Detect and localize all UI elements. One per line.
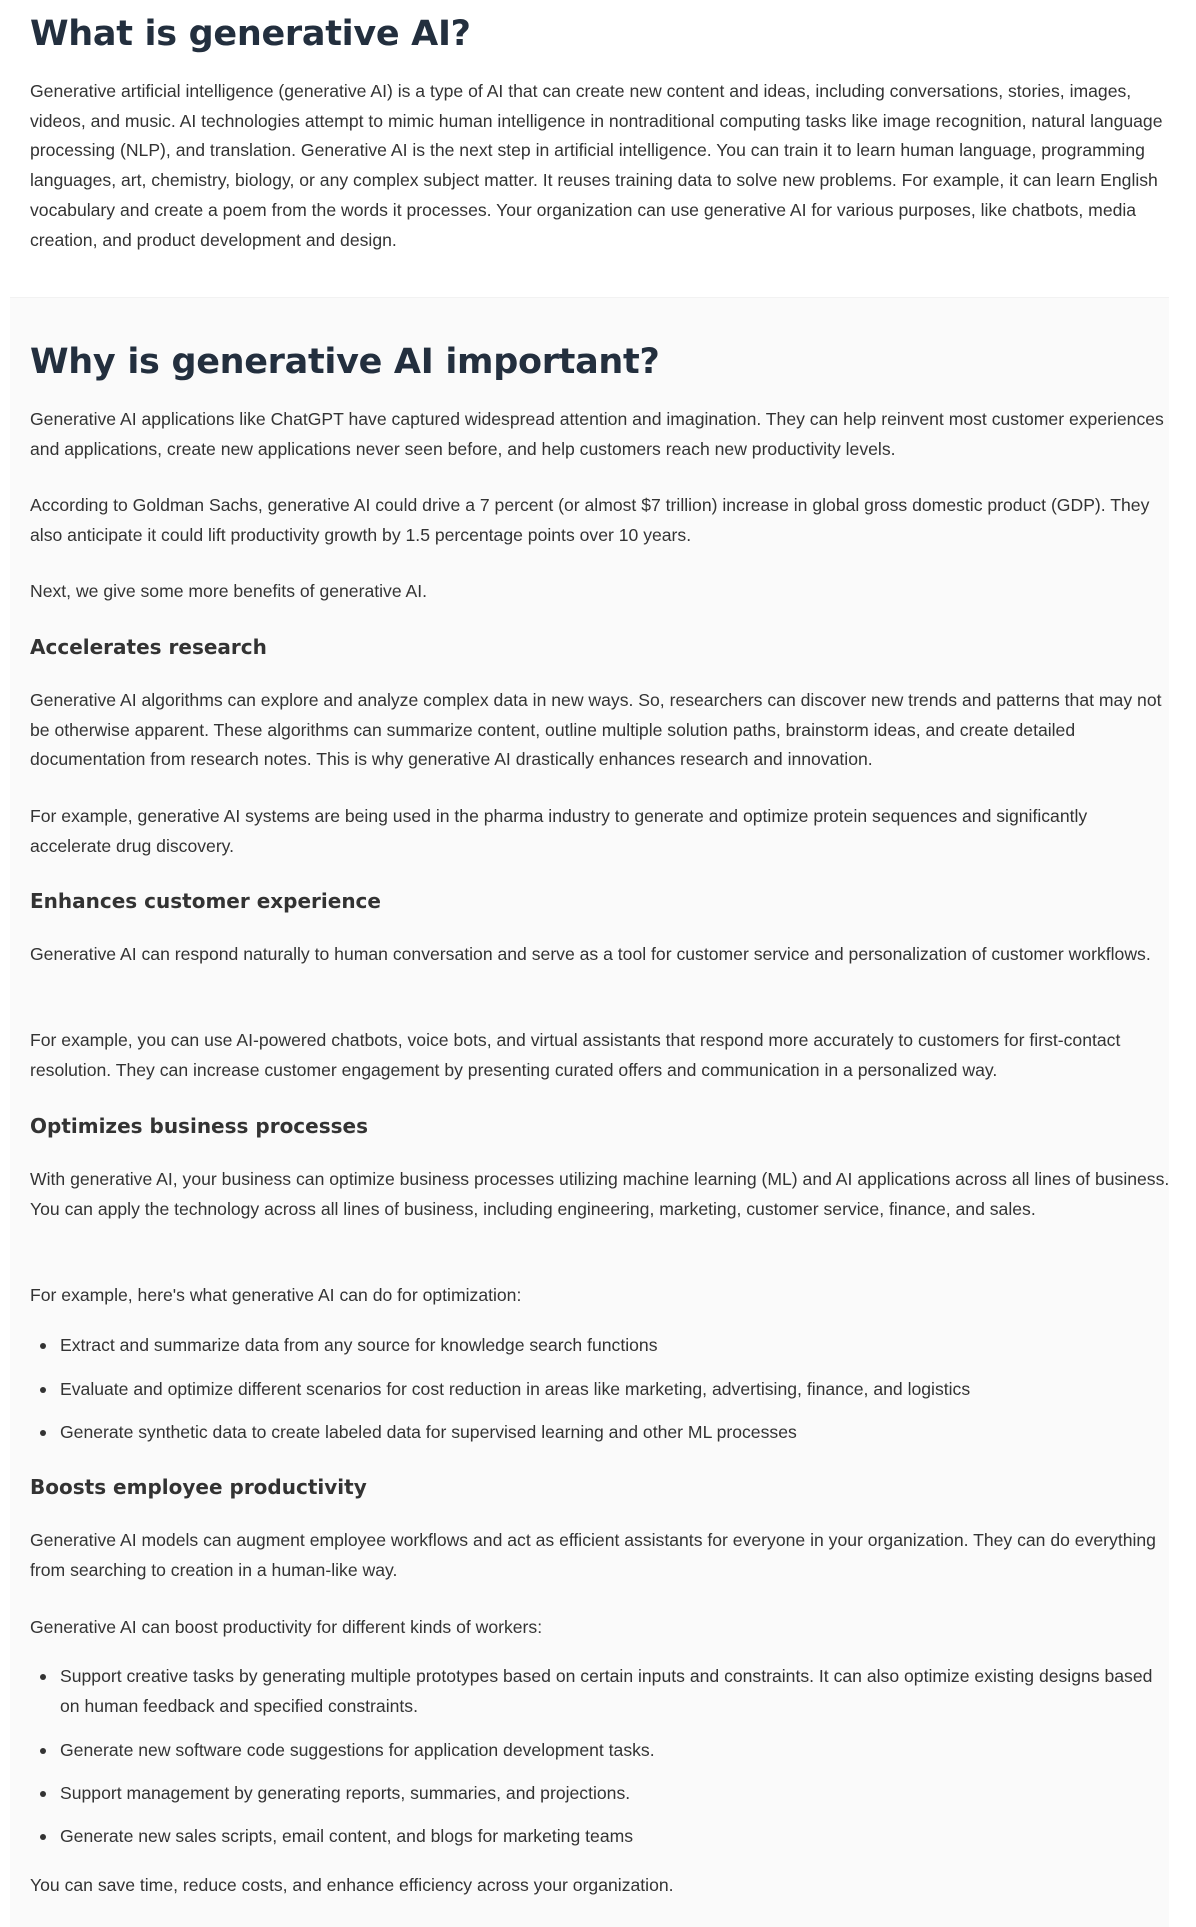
subheading-customer-experience: Enhances customer experience	[30, 889, 381, 913]
bullet-icon	[40, 1387, 46, 1393]
business-optimization-list	[30, 1331, 1170, 1451]
paragraph-employee-workers: Generative AI can boost productivity for different kinds of workers:	[30, 1617, 543, 1637]
subheading-accelerates-research: Accelerates research	[30, 635, 267, 659]
paragraph-customer-example: For example, you can use AI-powered chatbots, voice bots, and virtual assistants that respond more accurately to customers for first-contact resolution. They can increase customer engagement by presenting curated offers and communication in a personalized way.	[30, 1030, 1121, 1080]
paragraph-employee-workflows: Generative AI models can augment employee workflows and act as efficient assistants for everyone in your organization. They can do everything from searching to creation in a human-like way.	[30, 1530, 1156, 1580]
list-item	[30, 1418, 1170, 1448]
paragraph-research-algorithms: Generative AI algorithms can explore and analyze complex data in new ways. So, researchers can discover new trends and patterns that may not be otherwise apparent. These algorithms can summarize content, outline multiple solution paths, brainstorm ideas, and create detailed documentation from research notes. This is why generative AI drastically enhances research and innovation.	[30, 690, 1162, 770]
list-item	[30, 1375, 1170, 1405]
list-item	[30, 1662, 1170, 1721]
list-item	[30, 1736, 1170, 1766]
page-heading-what-is-generative-ai: What is generative AI?	[30, 14, 471, 54]
bullet-icon	[40, 1430, 46, 1436]
list-item-text: Support creative tasks by generating multiple prototypes based on certain inputs and constraints. It can also optimize existing designs based on human feedback and specified constraints.	[60, 1666, 1153, 1716]
list-item-text: Generate new software code suggestions for application development tasks.	[60, 1740, 655, 1760]
bullet-icon	[40, 1748, 46, 1754]
subheading-employee-productivity: Boosts employee productivity	[30, 1475, 367, 1499]
intro-paragraph: Generative artificial intelligence (generative AI) is a type of AI that can create new content and ideas, including conversations, stories, images, videos, and music. AI technologies attempt to mimic human intelligence in nontraditional computing tasks like image recognition, natural language processing (NLP), and translation. Generative AI is the next step in artificial intelligence. You can train it to learn human language, programming languages, art, chemistry, biology, or any complex subject matter. It reuses training data to solve new problems. For example, it can learn English vocabulary and create a poem from the words it processes. Your organization can use generative AI for various purposes, like chatbots, media creation, and product development and design.	[30, 81, 1163, 250]
list-item-text: Evaluate and optimize different scenarios for cost reduction in areas like marketing, advertising, finance, and logistics	[60, 1379, 971, 1399]
bullet-icon	[40, 1674, 46, 1680]
subheading-business-processes: Optimizes business processes	[30, 1114, 369, 1138]
bullet-icon	[40, 1834, 46, 1840]
list-item-text: Support management by generating reports, summaries, and projections.	[60, 1783, 631, 1803]
paragraph-business-ml: With generative AI, your business can optimize business processes utilizing machine learning (ML) and AI applications across all lines of business. You can apply the technology across all lines of business, including engineering, marketing, customer service, finance, and sales.	[30, 1169, 1170, 1219]
section-heading-why-important: Why is generative AI important?	[30, 342, 660, 382]
list-item-text: Extract and summarize data from any source for knowledge search functions	[60, 1335, 658, 1355]
list-item-text: Generate synthetic data to create labeled data for supervised learning and other ML processes	[60, 1422, 797, 1442]
paragraph-goldman-sachs: According to Goldman Sachs, generative AI could drive a 7 percent (or almost $7 trillion) increase in global gross domestic product (GDP). They also anticipate it could lift productivity growth by 1.5 percentage points over 10 years.	[30, 495, 1150, 545]
paragraph-customer-respond: Generative AI can respond naturally to human conversation and serve as a tool for customer service and personalization of customer workflows.	[30, 944, 1151, 964]
list-item	[30, 1779, 1170, 1809]
paragraph-research-example: For example, generative AI systems are being used in the pharma industry to generate and optimize protein sequences and significantly accelerate drug discovery.	[30, 806, 1088, 856]
bullet-icon	[40, 1791, 46, 1797]
paragraph-next-benefits: Next, we give some more benefits of generative AI.	[30, 581, 428, 601]
paragraph-closing: You can save time, reduce costs, and enhance efficiency across your organization.	[30, 1875, 674, 1895]
bullet-icon	[40, 1343, 46, 1349]
list-item	[30, 1822, 1170, 1852]
paragraph-business-example: For example, here's what generative AI can do for optimization:	[30, 1285, 522, 1305]
list-item-text: Generate new sales scripts, email content, and blogs for marketing teams	[60, 1826, 634, 1846]
employee-productivity-list	[30, 1662, 1170, 1857]
list-item	[30, 1331, 1170, 1361]
paragraph-chatgpt: Generative AI applications like ChatGPT have captured widespread attention and imagination. They can help reinvent most customer experiences and applications, create new applications never seen before, and help customers reach new productivity levels.	[30, 409, 1164, 459]
